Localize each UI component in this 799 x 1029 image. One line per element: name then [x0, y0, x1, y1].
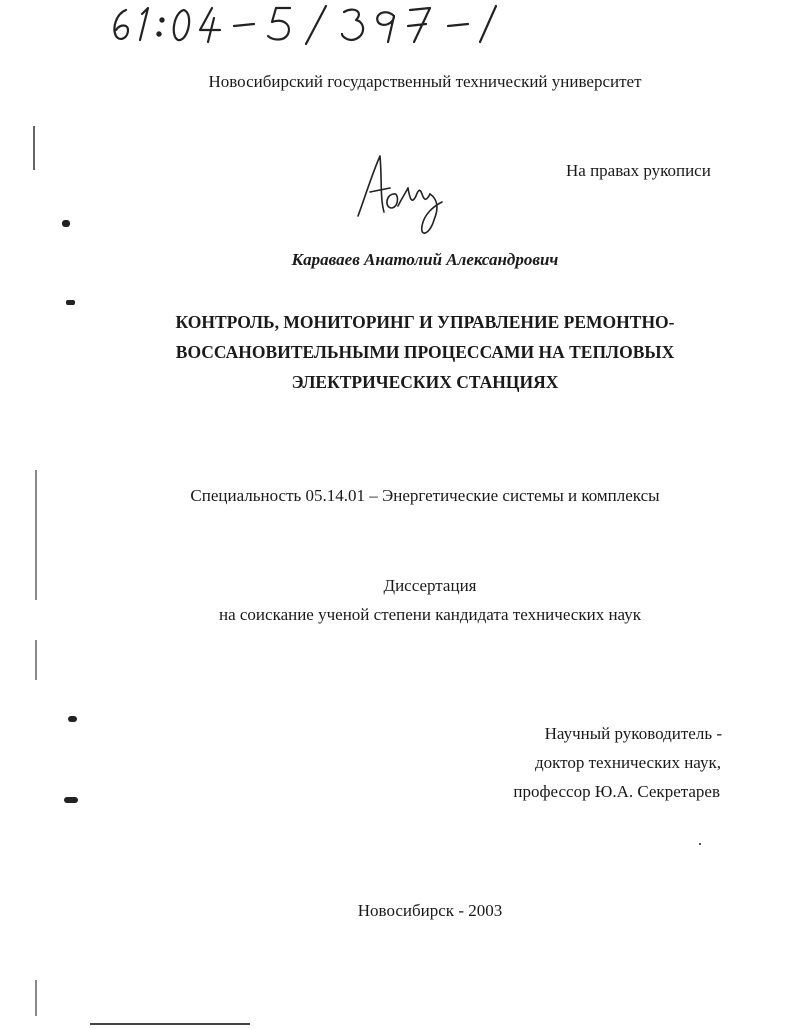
advisor-name: профессор Ю.А. Секретарев [513, 782, 720, 801]
handwritten-archive-code [104, 0, 524, 48]
scan-speck [699, 843, 701, 845]
handwritten-signature [350, 148, 450, 240]
scan-mark [64, 797, 78, 803]
university-name: Новосибирский государственный технический университет [208, 72, 642, 91]
title-line: ЭЛЕКТРИЧЕСКИХ СТАНЦИЯХ [291, 372, 559, 392]
scan-mark [33, 126, 35, 170]
degree-line: на соискание ученой степени кандидата технических наук [218, 605, 641, 624]
specialty-line: Специальность 05.14.01 – Энергетические системы и комплексы [190, 486, 660, 505]
scan-mark [68, 716, 77, 722]
scan-mark [35, 980, 37, 1016]
manuscript-rights-note: На правах рукописи [566, 161, 711, 180]
advisor-role: Научный руководитель - [544, 724, 722, 743]
scan-mark [62, 220, 70, 227]
title-line: ВОССАНОВИТЕЛЬНЫМИ ПРОЦЕССАМИ НА ТЕПЛОВЫХ [175, 342, 675, 362]
scan-mark [35, 470, 37, 600]
dissertation-label: Диссертация [383, 576, 477, 595]
title-line: КОНТРОЛЬ, МОНИТОРИНГ И УПРАВЛЕНИЕ РЕМОНТНО- [175, 312, 675, 332]
scan-mark [35, 640, 37, 680]
scan-mark [66, 300, 75, 305]
advisor-degree: доктор технических наук, [534, 753, 721, 772]
dissertation-title [0, 307, 799, 397]
scan-mark [90, 1023, 250, 1025]
author-name: Караваев Анатолий Александрович [291, 250, 559, 269]
city-and-year: Новосибирск - 2003 [357, 901, 503, 920]
